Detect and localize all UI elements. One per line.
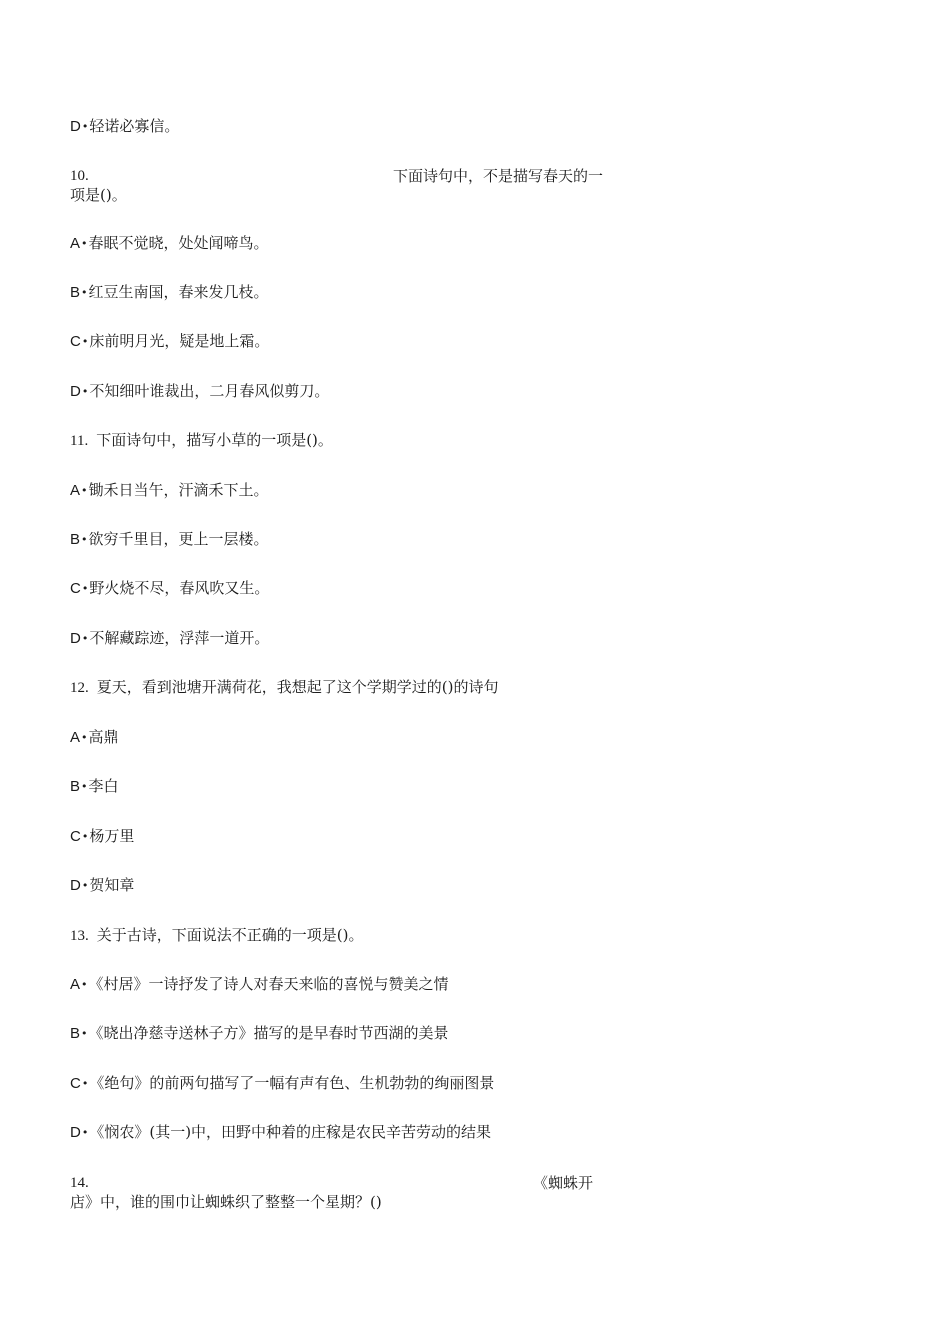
q10-text-part2: 项是()。 [70,186,127,204]
q9-option-d [70,116,179,138]
q12-option-d [70,875,134,897]
option-letter: D [70,877,81,894]
option-text: 《晓出净慈寺送林子方》描写的是早春时节西湖的美景 [88,1024,449,1042]
option-bullet: • [81,780,88,793]
option-bullet: • [81,286,88,299]
q11-option-c [70,578,269,600]
question-number: 13. [70,928,89,944]
option-text: 《绝句》的前两句描写了一幅有声有色、生机勃勃的绚丽图景 [89,1074,495,1092]
option-text: 贺知章 [89,876,135,894]
q11-option-b [70,529,269,551]
option-bullet: • [81,978,88,991]
option-letter: C [70,1075,81,1092]
q10-option-d [70,381,329,403]
q12-option-c [70,826,134,848]
option-text: 锄禾日当午，汗滴禾下土。 [88,481,269,499]
option-letter: A [70,482,81,499]
q13-option-c [70,1073,494,1095]
option-letter: C [70,828,81,845]
question-text: 关于古诗，下面说法不正确的一项是()。 [96,926,364,944]
option-bullet: • [81,1027,88,1040]
option-letter: D [70,383,81,400]
option-letter: B [70,778,81,795]
q10-option-b [70,282,269,304]
question-text: 夏天，看到池塘开满荷花，我想起了这个学期学过的()的诗句 [96,678,499,696]
option-letter: B [70,1025,81,1042]
option-letter: D [70,1124,81,1141]
option-text: 床前明月光，疑是地上霜。 [89,332,270,350]
q11-option-d [70,628,269,650]
option-letter: B [70,284,81,301]
option-text: 轻诺必寡信。 [89,117,180,135]
q11-question [70,430,333,451]
question-number: 11. [70,433,89,449]
q14-text-part2: 店》中，谁的围巾让蜘蛛织了整整一个星期？() [70,1193,382,1211]
option-text: 《悯农》(其一)中，田野中种着的庄稼是农民辛苦劳动的结果 [89,1123,492,1141]
option-letter: A [70,235,81,252]
option-letter: D [70,118,81,135]
option-text: 春眠不觉晓，处处闻啼鸟。 [88,234,269,252]
option-bullet: • [81,830,89,843]
option-text: 不解藏踪迹，浮萍一道开。 [89,629,270,647]
q10-option-a [70,233,269,255]
option-bullet: • [81,632,89,645]
q14-number: 14. [70,1175,89,1191]
option-bullet: • [81,1126,89,1139]
option-text: 杨万里 [89,827,135,845]
option-letter: B [70,531,81,548]
option-letter: C [70,580,81,597]
option-bullet: • [81,120,89,133]
option-text: 不知细叶谁裁出，二月春风似剪刀。 [89,382,330,400]
option-bullet: • [81,879,89,892]
q13-option-d [70,1122,491,1144]
q10-option-c [70,331,269,353]
q10-number: 10. [70,168,89,184]
option-text: 野火烧不尽，春风吹又生。 [89,579,270,597]
option-text: 李白 [88,777,119,795]
q11-option-a [70,480,269,502]
option-bullet: • [81,1077,89,1090]
option-text: 《村居》一诗抒发了诗人对春天来临的喜悦与赞美之情 [88,975,449,993]
option-bullet: • [81,385,89,398]
q10-text-part1: 下面诗句中，不是描写春天的一 [393,167,604,185]
q13-question [70,925,363,946]
option-bullet: • [81,533,88,546]
q13-option-b [70,1023,449,1045]
q13-option-a [70,974,449,996]
option-text: 红豆生南国，春来发几枝。 [88,283,269,301]
q12-question [70,677,498,698]
q14-text-part1: 《蜘蛛开 [533,1174,594,1192]
option-letter: C [70,333,81,350]
option-bullet: • [81,582,89,595]
question-number: 12. [70,680,89,696]
option-letter: A [70,729,81,746]
option-letter: A [70,976,81,993]
question-text: 下面诗句中，描写小草的一项是()。 [96,431,333,449]
option-letter: D [70,630,81,647]
option-bullet: • [81,484,88,497]
option-bullet: • [81,335,89,348]
option-text: 欲穷千里目，更上一层楼。 [88,530,269,548]
q12-option-b [70,776,119,798]
option-text: 高鼎 [88,728,119,746]
option-bullet: • [81,731,88,744]
option-bullet: • [81,237,88,250]
q12-option-a [70,727,119,749]
